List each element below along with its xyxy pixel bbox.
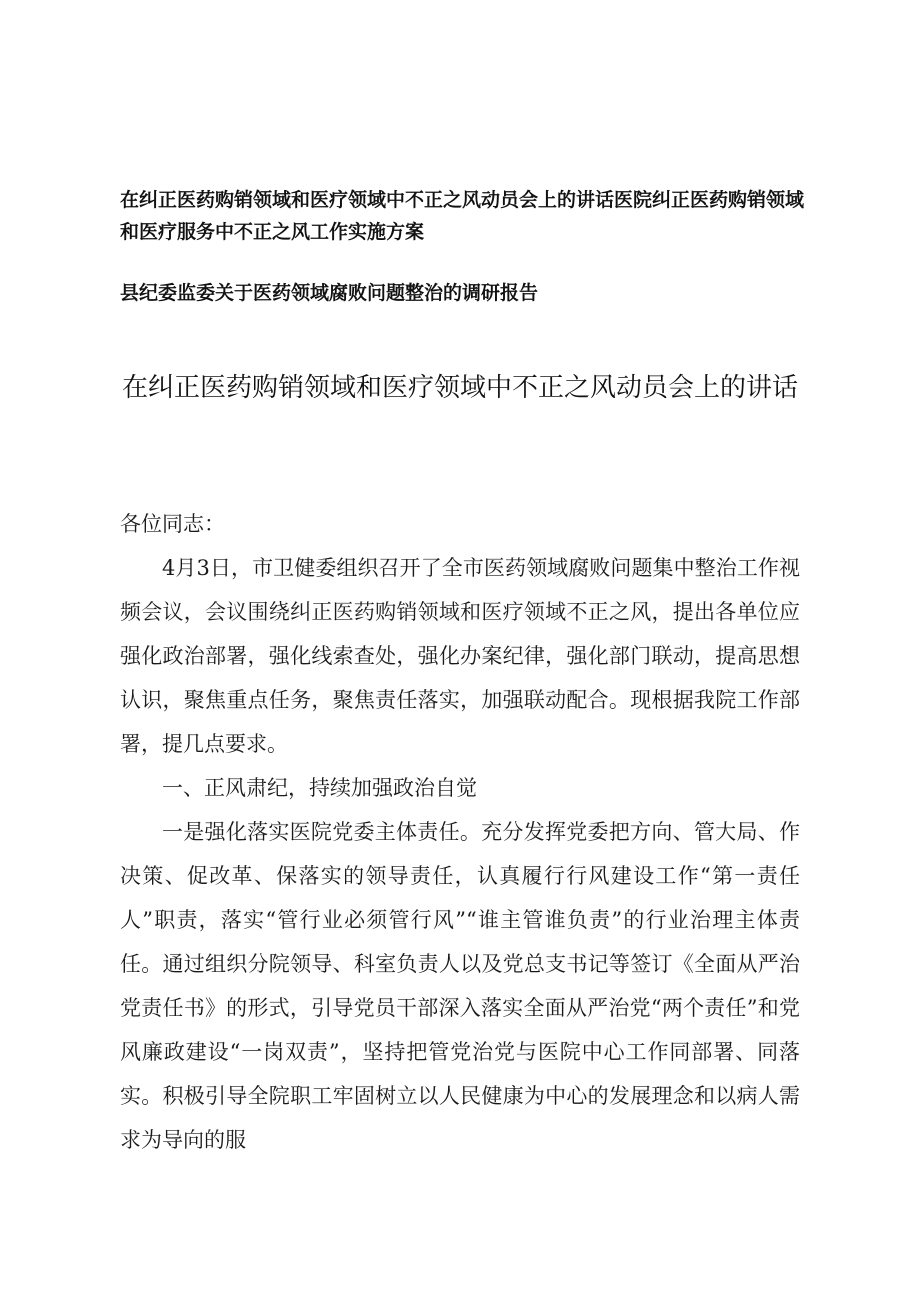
section-heading-1: 一、正风肃纪，持续加强政治自觉 — [162, 776, 477, 800]
toc-entry-2-text: 县纪委监委关于医药领域腐败问题整治的调研报告 — [120, 282, 539, 304]
toc-entry-1-text: 在纠正医药购销领域和医疗领域中不正之风动员会上的讲话医院纠正医药购销领域和医疗服务中不正之风工作实施方案 — [120, 189, 805, 243]
toc-entry-1[interactable] — [120, 184, 820, 248]
toc-entry-2[interactable] — [120, 277, 820, 309]
paragraph-intro: 4月3日，市卫健委组织召开了全市医药领域腐败问题集中整治工作视频会议，会议围绕纠正医药购销领域和医疗领域不正之风，提出各单位应强化政治部署，强化线索查处，强化办案纪律，强化部门联动，提高思想认识，聚焦重点任务，聚焦责任落实，加强联动配合。现根据我院工作部署，提几点要求。 — [120, 556, 800, 756]
paragraph-point-1: 一是强化落实医院党委主体责任。充分发挥党委把方向、管大局、作决策、促改革、保落实的领导责任，认真履行行风建设工作“第一责任人”职责，落实“管行业必须管行风”“谁主管谁负责”的行业治理主体责任。通过组织分院领导、科室负责人以及党总支书记等签订《全面从严治党责任书》的形式，引导党员干部深入落实全面从严治党“两个责任”和党风廉政建设“一岗双责”，坚持把管党治党与医院中心工作同部署、同落实。积极引导全院职工牢固树立以人民健康为中心的发展理念和以病人需求为导向的服 — [120, 820, 800, 1152]
salutation: 各位同志： — [120, 512, 225, 536]
document-title: 在纠正医药购销领域和医疗领域中不正之风动员会上的讲话 — [121, 373, 798, 403]
document-body — [120, 502, 800, 1162]
